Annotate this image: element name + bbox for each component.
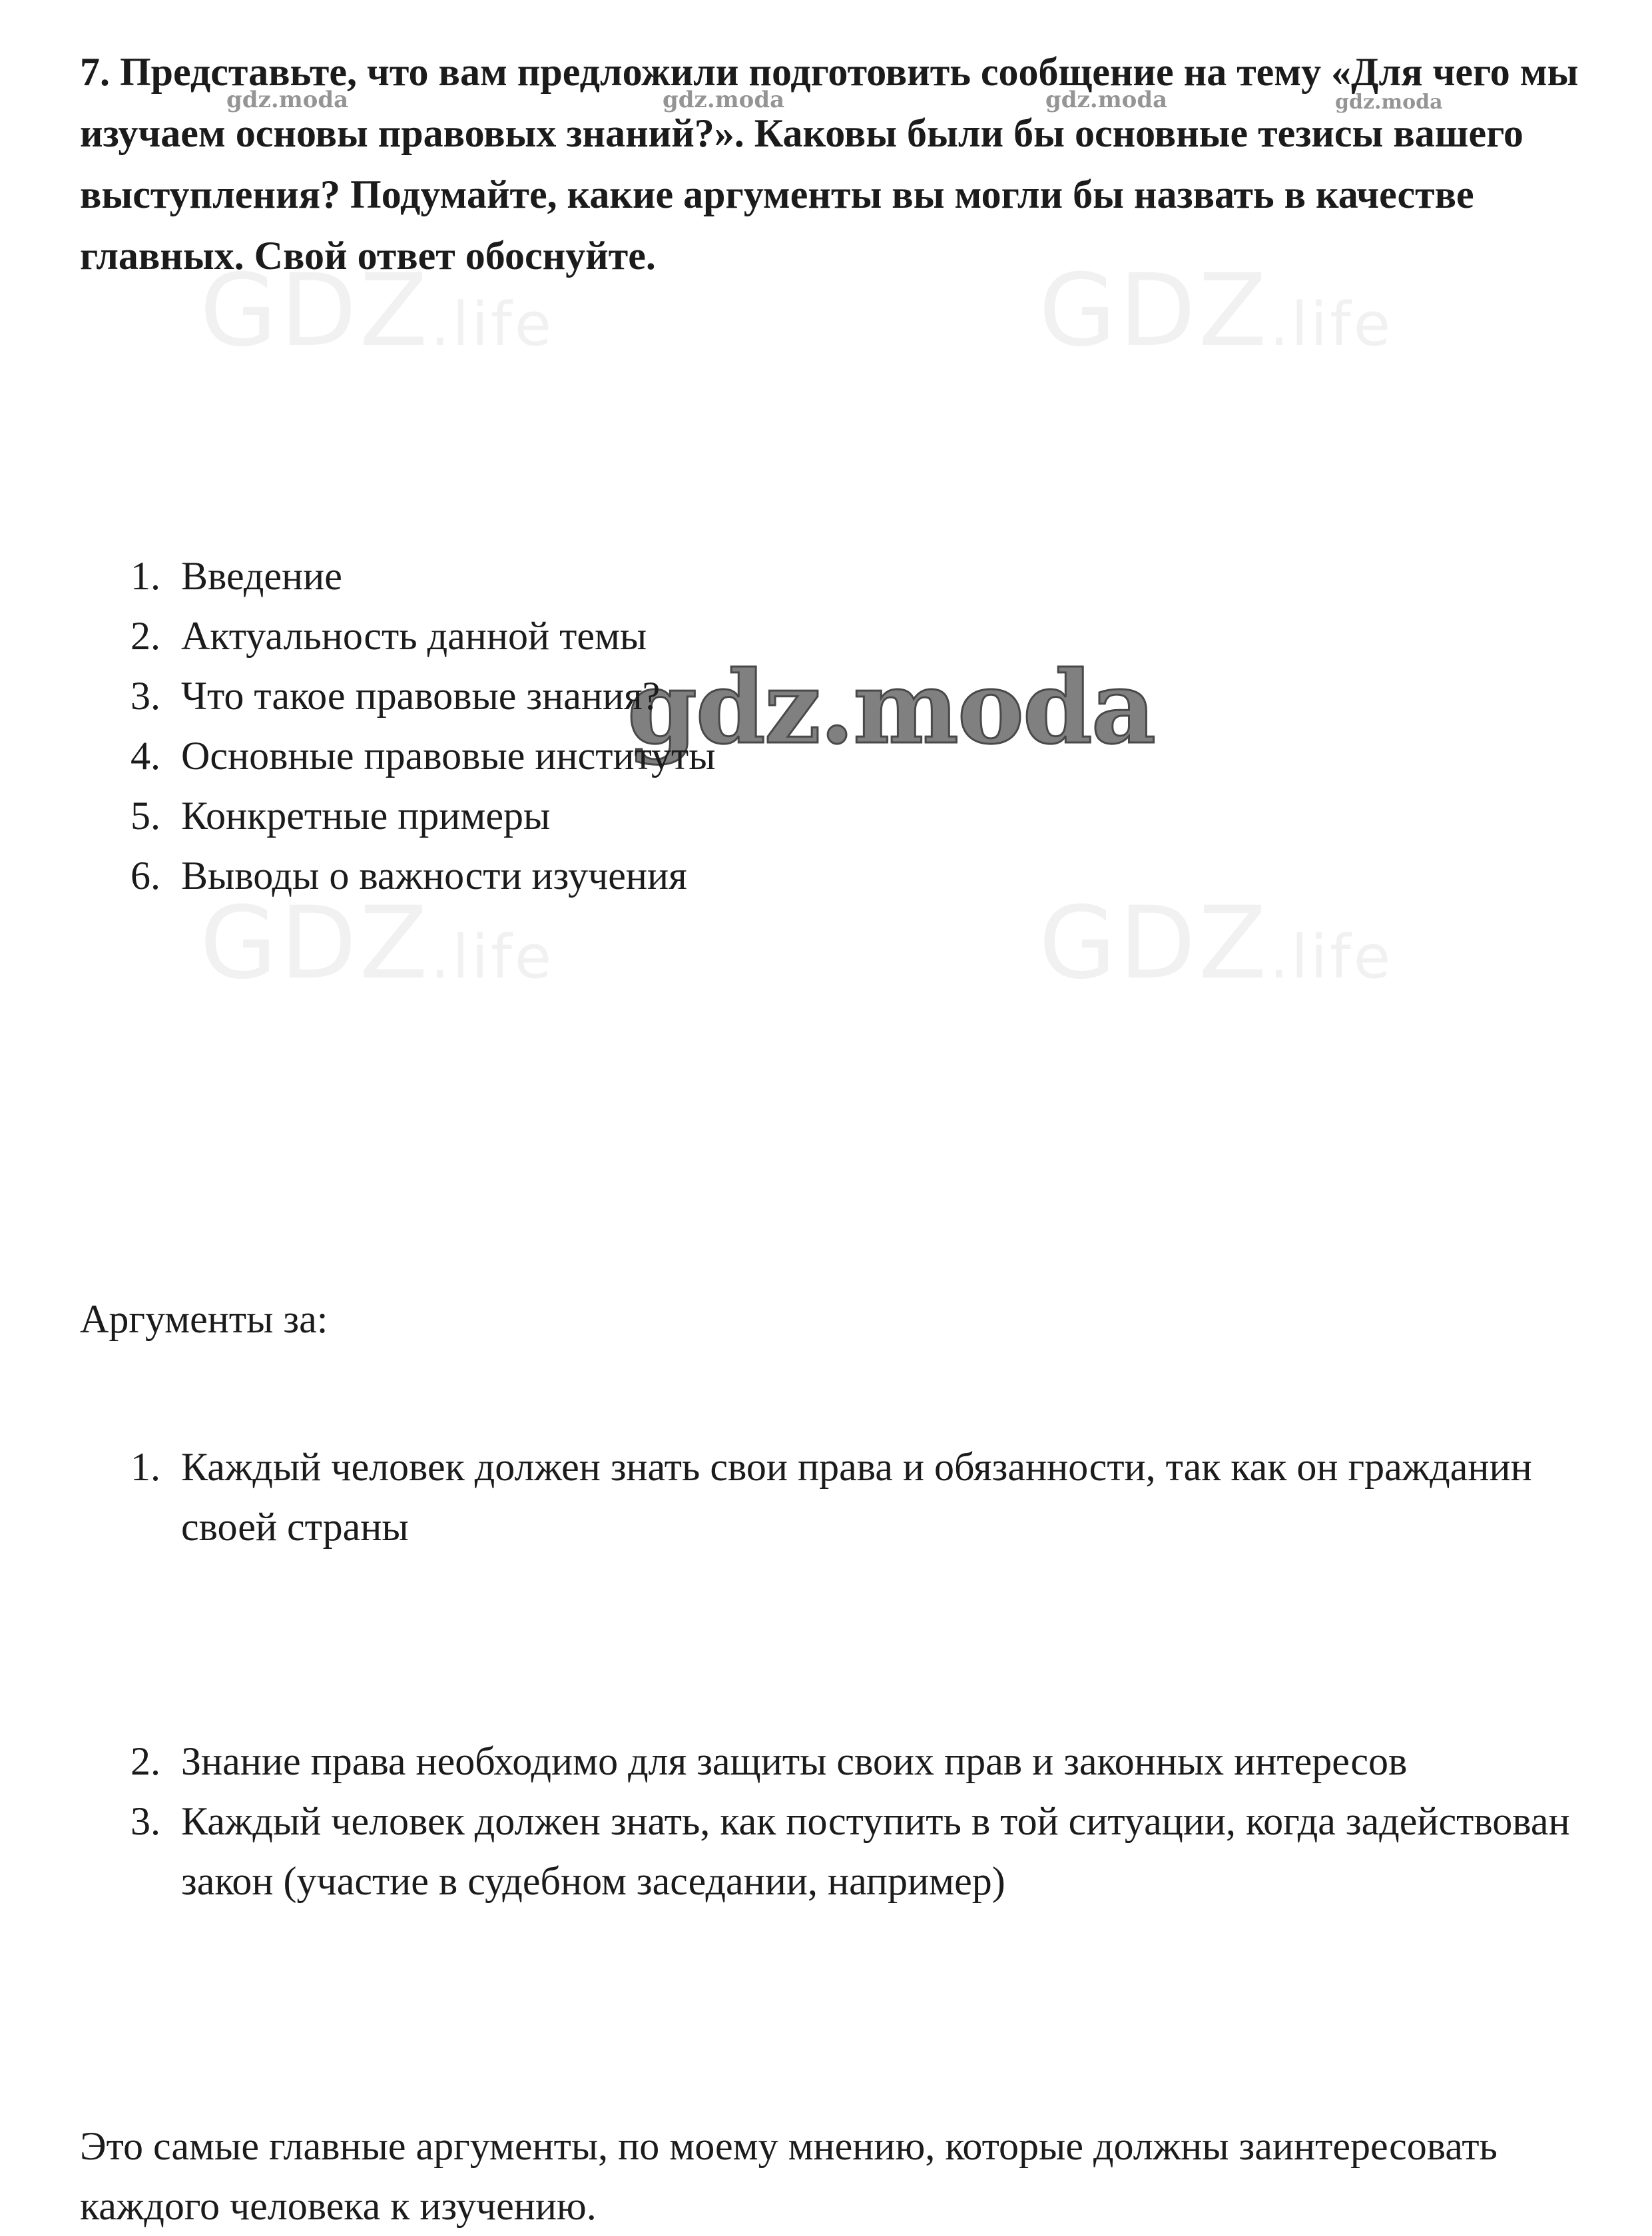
outline-item — [80, 606, 1578, 666]
arguments-list — [80, 1731, 1578, 1911]
faint-watermark-suffix: .life — [430, 922, 555, 992]
outline-item — [80, 726, 1578, 786]
list-item-text: Актуальность данной темы — [181, 614, 647, 658]
list-item-text: Знание права необходимо для защиты своих прав и законных интересов — [181, 1739, 1408, 1783]
outline-item — [80, 786, 1578, 846]
outline-item — [80, 546, 1578, 606]
faint-watermark-suffix: .life — [430, 290, 555, 360]
small-watermark: gdz.moda — [1335, 91, 1443, 114]
faint-watermark-main: GDZ — [200, 253, 431, 369]
small-watermark: gdz.moda — [663, 87, 785, 113]
arguments-heading: Аргументы за: — [80, 1297, 328, 1341]
list-number: 3. — [131, 1799, 160, 1843]
list-item-text: Каждый человек должен знать свои права и обязанности, так как он гражданин своей страны — [181, 1445, 1532, 1549]
faint-watermark-main: GDZ — [1039, 253, 1270, 369]
list-item-text: Каждый человек должен знать, как поступить в той ситуации, когда задействован закон (участие в судебном заседании, например) — [181, 1799, 1570, 1903]
argument-item — [80, 1731, 1578, 1791]
list-number: 4. — [131, 734, 160, 778]
outline-list — [80, 546, 1578, 906]
faint-watermark-suffix: .life — [1269, 922, 1394, 992]
conclusion-text: Это самые главные аргументы, по моему мнению, которые должны заинтересовать каждого человека к изучению. — [80, 2124, 1498, 2228]
list-number: 1. — [131, 554, 160, 598]
small-watermark: gdz.moda — [1045, 87, 1168, 113]
arguments-list — [80, 1437, 1578, 1557]
question-text: 7. Представьте, что вам предложили подготовить сообщение на тему «Для чего мы изучаем основы правовых знаний?». Каковы были бы основные тезисы вашего выступления? Подумайте, какие аргументы вы могли бы назвать в качестве главных. Свой ответ обоснуйте. — [80, 50, 1579, 278]
list-number: 5. — [131, 794, 160, 838]
list-item-text: Введение — [181, 554, 342, 598]
faint-watermark-main: GDZ — [1039, 886, 1270, 1001]
list-number: 6. — [131, 854, 160, 898]
outline-item — [80, 666, 1578, 726]
list-item-text: Что такое правовые знания? — [181, 674, 661, 718]
faint-watermark-main: GDZ — [200, 886, 431, 1001]
list-item-text: Выводы о важности изучения — [181, 854, 687, 898]
list-number: 2. — [131, 614, 160, 658]
small-watermark: gdz.moda — [226, 87, 349, 113]
large-watermark: gdz.moda — [627, 649, 1155, 766]
list-item-text: Основные правовые институты — [181, 734, 716, 778]
list-number: 2. — [131, 1739, 160, 1783]
outline-item — [80, 846, 1578, 906]
argument-item — [80, 1791, 1578, 1911]
list-number: 1. — [131, 1445, 160, 1489]
faint-watermark-suffix: .life — [1269, 290, 1394, 360]
list-item-text: Конкретные примеры — [181, 794, 551, 838]
list-number: 3. — [131, 674, 160, 718]
argument-item — [80, 1437, 1578, 1557]
